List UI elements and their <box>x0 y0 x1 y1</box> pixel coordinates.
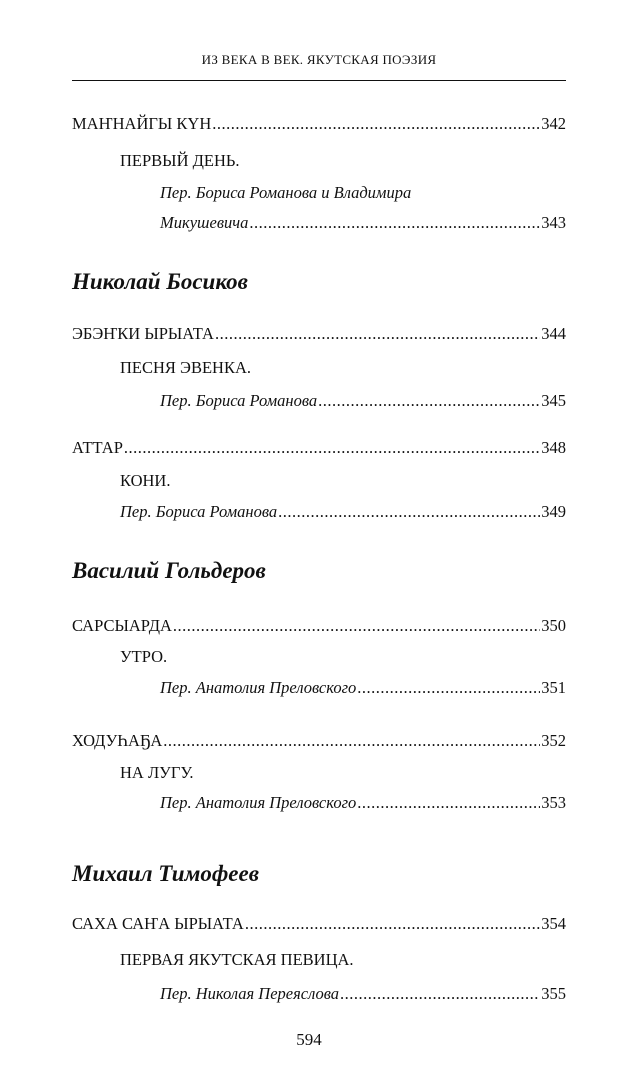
dot-leader <box>245 914 540 934</box>
toc-entry-original[interactable] <box>72 114 566 134</box>
dot-leader <box>163 731 540 751</box>
author-heading: Николай Босиков <box>72 269 248 294</box>
toc-entry-translation[interactable] <box>120 502 566 522</box>
dot-leader <box>212 114 540 134</box>
author-heading: Василий Гольдеров <box>72 558 266 583</box>
dot-leader <box>215 324 540 344</box>
dot-leader <box>173 616 540 636</box>
dot-leader <box>318 391 540 411</box>
toc-entry-translation[interactable] <box>160 793 566 813</box>
entry-title: МАҤНАЙГЫ КҮН <box>72 114 212 133</box>
entry-page: 344 <box>541 324 566 343</box>
translator-name: Пер. Бориса Романова <box>160 391 318 410</box>
toc-entry-translation-title: УТРО. <box>120 647 168 666</box>
entry-title: ХОДУҺАҔА <box>72 731 163 750</box>
entry-page: 351 <box>541 678 566 697</box>
translator-name: Микушевича <box>160 213 249 232</box>
dot-leader <box>124 438 540 458</box>
entry-title: ЭБЭҤКИ ЫРЫАТА <box>72 324 214 343</box>
dot-leader <box>278 502 540 522</box>
dot-leader <box>357 793 540 813</box>
toc-entry-original[interactable] <box>72 324 566 344</box>
entry-page: 353 <box>541 793 566 812</box>
entry-title: АТТАР <box>72 438 123 457</box>
entry-page: 352 <box>541 731 566 750</box>
translator-name: Пер. Бориса Романова <box>120 502 278 521</box>
toc-entry-original[interactable] <box>72 731 566 751</box>
toc-entry-translation[interactable] <box>160 391 566 411</box>
translator-line: Пер. Бориса Романова и Владимира <box>160 183 412 202</box>
entry-page: 350 <box>541 616 566 635</box>
toc-entry-original[interactable] <box>72 616 566 636</box>
entry-page: 345 <box>541 391 566 410</box>
toc-entry-translation-title: НА ЛУГУ. <box>120 763 194 782</box>
entry-title: САРСЫАРДА <box>72 616 172 635</box>
dot-leader <box>249 213 540 233</box>
toc-entry-original[interactable] <box>72 438 566 458</box>
entry-page: 354 <box>541 914 566 933</box>
translator-name: Пер. Анатолия Преловского <box>160 678 357 697</box>
entry-page: 348 <box>541 438 566 457</box>
entry-page: 343 <box>541 213 566 232</box>
page-number: 594 <box>296 1030 322 1049</box>
toc-entry-translation-title: КОНИ. <box>120 471 171 490</box>
toc-entry-translation-title: ПЕРВЫЙ ДЕНЬ. <box>120 151 240 170</box>
translator-name: Пер. Николая Переяслова <box>160 984 340 1003</box>
entry-title: САХА САҤА ЫРЫАТА <box>72 914 244 933</box>
toc-entry-original[interactable] <box>72 914 566 934</box>
toc-entry-translation-title: ПЕРВАЯ ЯКУТСКАЯ ПЕВИЦА. <box>120 950 354 969</box>
translator-name: Пер. Анатолия Преловского <box>160 793 357 812</box>
entry-page: 355 <box>541 984 566 1003</box>
toc-entry-translation-title: ПЕСНЯ ЭВЕНКА. <box>120 358 251 377</box>
toc-entry-translation[interactable] <box>160 984 566 1004</box>
dot-leader <box>340 984 540 1004</box>
entry-page: 349 <box>541 502 566 521</box>
toc-entry-translation[interactable] <box>160 213 566 233</box>
toc-entry-translation[interactable] <box>160 678 566 698</box>
entry-page: 342 <box>541 114 566 133</box>
author-heading: Михаил Тимофеев <box>72 861 259 886</box>
header-rule <box>72 80 566 81</box>
dot-leader <box>357 678 540 698</box>
running-head: ИЗ ВЕКА В ВЕК. ЯКУТСКАЯ ПОЭЗИЯ <box>201 52 437 67</box>
